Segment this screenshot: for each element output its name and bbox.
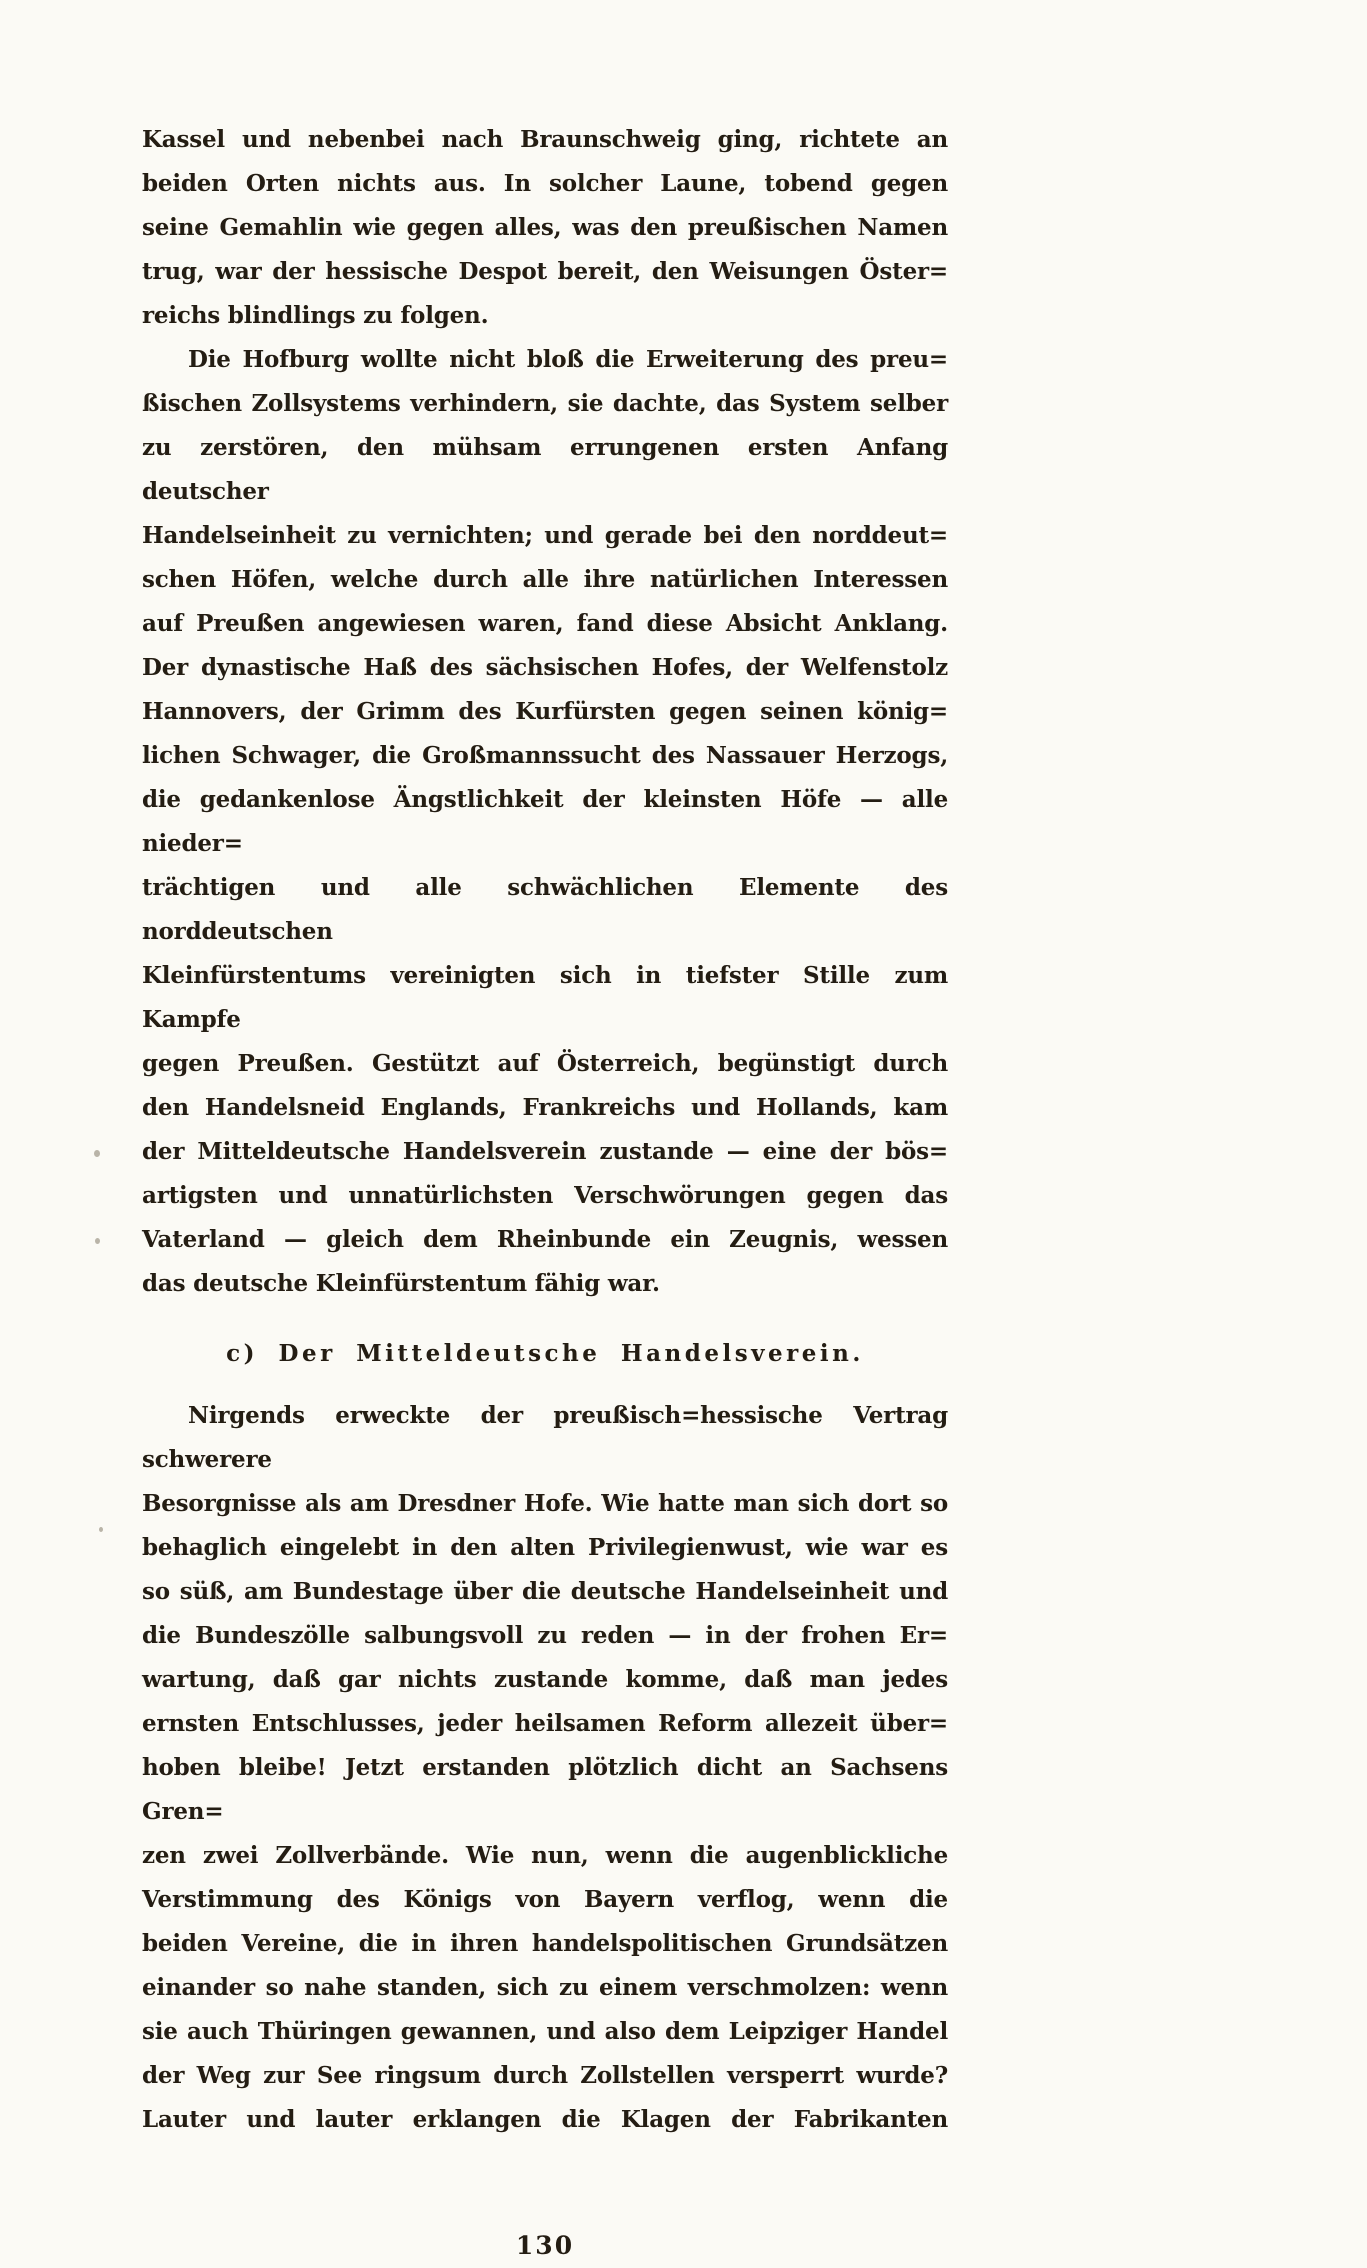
section-heading: c) Der Mitteldeutsche Handelsverein. xyxy=(226,1340,864,1367)
page-number: 130 xyxy=(515,2231,575,2260)
text-line: hoben bleibe! Jetzt erstanden plötzlich dicht an Sachsens Gren= xyxy=(142,1754,948,1825)
text-line: ernsten Entschlusses, jeder heilsamen Reform allezeit über= xyxy=(142,1710,948,1737)
paragraph-handelsverein xyxy=(142,1394,948,2142)
text-line: das deutsche Kleinfürstentum fähig war. xyxy=(142,1270,660,1297)
scan-speck xyxy=(99,1527,103,1532)
text-line: einander so nahe standen, sich zu einem verschmolzen: wenn xyxy=(142,1974,948,2001)
scan-speck xyxy=(94,1150,100,1157)
text-line: Nirgends erweckte der preußisch=hessische Vertrag schwerere xyxy=(142,1402,948,1473)
text-line: so süß, am Bundestage über die deutsche Handelseinheit und xyxy=(142,1578,948,1605)
text-line: Kassel und nebenbei nach Braunschweig ging, richtete an xyxy=(142,126,948,153)
text-line: Lauter und lauter erklangen die Klagen der Fabrikanten xyxy=(142,2106,948,2133)
text-line: zen zwei Zollverbände. Wie nun, wenn die augenblickliche xyxy=(142,1842,948,1869)
text-line: behaglich eingelebt in den alten Privilegienwust, wie war es xyxy=(142,1534,948,1561)
text-line: Die Hofburg wollte nicht bloß die Erweiterung des preu= xyxy=(188,346,948,373)
text-line: ßischen Zollsystems verhindern, sie dachte, das System selber xyxy=(142,390,948,417)
text-line: der Weg zur See ringsum durch Zollstellen versperrt wurde? xyxy=(142,2062,948,2089)
text-line: sie auch Thüringen gewannen, und also dem Leipziger Handel xyxy=(142,2018,948,2045)
text-line: Kleinfürstentums vereinigten sich in tiefster Stille zum Kampfe xyxy=(142,962,948,1033)
text-line: die gedankenlose Ängstlichkeit der kleinsten Höfe — alle nieder= xyxy=(142,786,948,857)
text-line: gegen Preußen. Gestützt auf Österreich, begünstigt durch xyxy=(142,1050,948,1077)
text-line: Vaterland — gleich dem Rheinbunde ein Zeugnis, wessen xyxy=(142,1226,948,1253)
text-line: lichen Schwager, die Großmannssucht des Nassauer Herzogs, xyxy=(142,742,948,769)
text-line: reichs blindlings zu folgen. xyxy=(142,302,489,329)
text-line: Handelseinheit zu vernichten; und gerade bei den norddeut= xyxy=(142,522,948,549)
paragraph-hofburg xyxy=(142,338,948,1306)
text-line: trächtigen und alle schwächlichen Elemente des norddeutschen xyxy=(142,874,948,945)
scan-speck xyxy=(95,1238,100,1244)
text-line: beiden Vereine, die in ihren handelspolitischen Grundsätzen xyxy=(142,1930,948,1957)
text-line: der Mitteldeutsche Handelsverein zustande — eine der bös= xyxy=(142,1138,948,1165)
text-line: trug, war der hessische Despot bereit, den Weisungen Öster= xyxy=(142,258,948,285)
text-line: zu zerstören, den mühsam errungenen ersten Anfang deutscher xyxy=(142,434,948,505)
text-line: auf Preußen angewiesen waren, fand diese Absicht Anklang. xyxy=(142,610,948,637)
text-line: Hannovers, der Grimm des Kurfürsten gegen seinen könig= xyxy=(142,698,948,725)
text-line: wartung, daß gar nichts zustande komme, daß man jedes xyxy=(142,1666,948,1693)
paragraph-continuation xyxy=(142,118,948,338)
text-line: schen Höfen, welche durch alle ihre natürlichen Interessen xyxy=(142,566,948,593)
text-line: den Handelsneid Englands, Frankreichs und Hollands, kam xyxy=(142,1094,948,1121)
text-line: Verstimmung des Königs von Bayern verflog, wenn die xyxy=(142,1886,948,1913)
text-block xyxy=(142,118,948,2268)
text-line: die Bundeszölle salbungsvoll zu reden — in der frohen Er= xyxy=(142,1622,948,1649)
text-line: seine Gemahlin wie gegen alles, was den preußischen Namen xyxy=(142,214,948,241)
text-line: artigsten und unnatürlichsten Verschwörungen gegen das xyxy=(142,1182,948,1209)
text-line: Besorgnisse als am Dresdner Hofe. Wie hatte man sich dort so xyxy=(142,1490,948,1517)
text-line: Der dynastische Haß des sächsischen Hofes, der Welfenstolz xyxy=(142,654,948,681)
text-line: beiden Orten nichts aus. In solcher Laune, tobend gegen xyxy=(142,170,948,197)
